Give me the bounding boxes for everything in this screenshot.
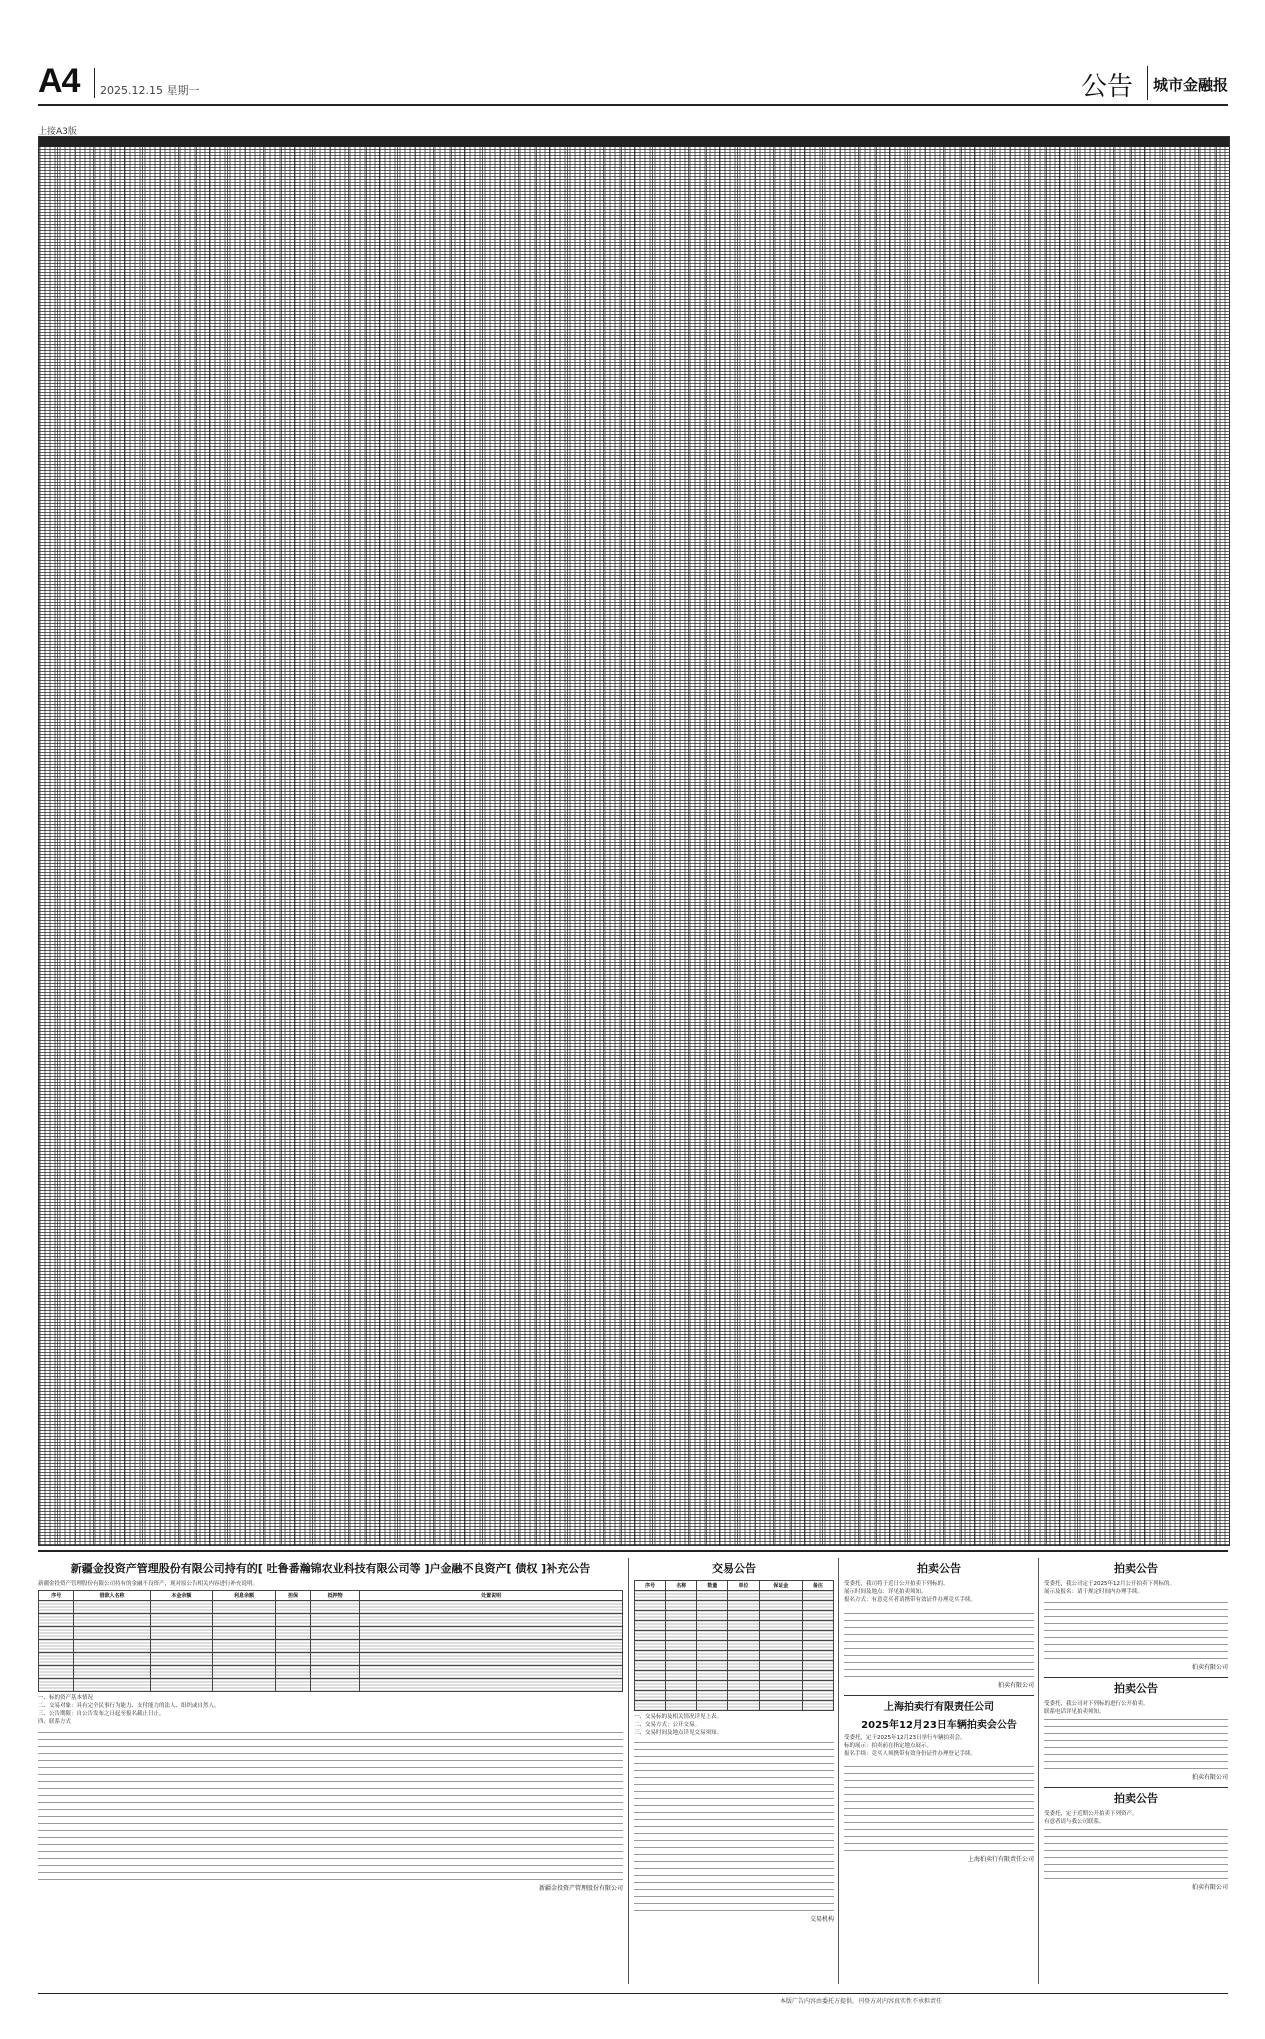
column-separator (838, 1558, 839, 1984)
table-row (635, 1631, 834, 1641)
table-row (39, 1627, 623, 1640)
table-column-header (719, 137, 804, 147)
table-header: 借款人名称 (74, 1591, 150, 1601)
table-column (294, 137, 380, 1545)
table-row (635, 1601, 834, 1611)
notice-auction-3-para: 联系电话详见拍卖须知。 (1044, 1709, 1105, 1715)
table-column-rows (39, 137, 124, 1545)
notice-auction-1-body-lines (844, 1607, 1034, 1677)
masthead-divider (94, 68, 95, 98)
page-footer-note: 本版广告内容由委托方提供，刊登方对内容真实性不承担责任 (780, 1998, 943, 2005)
table-header: 备注 (802, 1581, 833, 1591)
notice-trade-para: 三、交易时间及地点详见交易须知。 (634, 1730, 723, 1736)
table-column-header (464, 137, 549, 147)
table-column (889, 137, 975, 1545)
column-separator (628, 1558, 629, 1984)
table-column-header (889, 137, 974, 147)
notice-bank-company: 上海拍卖行有限责任公司 (884, 1702, 994, 1713)
table-column (379, 137, 465, 1545)
notice-trade (634, 1558, 834, 1984)
table-column (39, 137, 125, 1545)
table-column (804, 137, 890, 1545)
table-column (1144, 137, 1230, 1545)
table-column-header (294, 137, 379, 147)
table-row (635, 1691, 834, 1701)
table-column-rows (294, 137, 379, 1545)
table-column-header (1144, 137, 1229, 147)
table-header: 单位 (728, 1581, 759, 1591)
notice-main-signature: 新疆金投资产管理股份有限公司 (538, 1885, 623, 1892)
newspaper-name: 城市金融报 (1152, 76, 1228, 94)
notice-bank-signature: 上海拍卖行有限责任公司 (967, 1856, 1034, 1863)
table-column-header (549, 137, 634, 147)
table-column (124, 137, 210, 1545)
continued-note: 上接A3版 (38, 127, 77, 137)
table-header: 处置说明 (360, 1591, 623, 1601)
table-row (635, 1591, 834, 1601)
notice-trade-para: 二、交易方式：公开交易。 (634, 1722, 701, 1728)
table-column-rows (974, 137, 1059, 1545)
divider (1044, 1787, 1228, 1788)
notice-trade-title: 交易公告 (712, 1562, 756, 1575)
notice-auction-4-para: 受委托，定于近期公开拍卖下列资产。 (1044, 1811, 1138, 1817)
table-column-rows (379, 137, 464, 1545)
table-column-rows (719, 137, 804, 1545)
notice-auction-4-signature: 拍卖有限公司 (1191, 1884, 1228, 1891)
notice-auction-1-para: 报名方式：有意竞买者请携带有效证件办理竞买手续。 (844, 1597, 977, 1603)
table-row (635, 1641, 834, 1651)
table-header: 抵押物 (311, 1591, 360, 1601)
masthead (38, 58, 1228, 106)
table-row (39, 1679, 623, 1692)
notice-auction-1 (844, 1558, 1034, 1984)
table-column-rows (124, 137, 209, 1545)
table-row (39, 1640, 623, 1653)
notice-bank-para: 受委托，定于2025年12月23日举行车辆拍卖会。 (844, 1735, 966, 1741)
table-row (39, 1666, 623, 1679)
notice-main-intro: 新疆金投资产管理股份有限公司持有的金融不良资产，现对原公告相关内容进行补充说明。 (38, 1581, 259, 1587)
notice-auction-2-para: 受委托，我公司定于2025年12月公开拍卖下列标的。 (1044, 1581, 1175, 1587)
notice-main-para: 一、标的资产基本情况 (38, 1695, 94, 1701)
issue-date: 2025.12.15 星期一 (100, 84, 200, 97)
table-column-rows (1059, 137, 1144, 1545)
notice-auction-3-para: 受委托，我公司对下列标的进行公开拍卖。 (1044, 1701, 1149, 1707)
notice-auction-2-para: 展示及报名：请于规定时间内办理手续。 (1044, 1589, 1144, 1595)
table-row (635, 1701, 834, 1711)
notice-auction-4-body-lines (1044, 1829, 1228, 1879)
table-column-header (804, 137, 889, 147)
notice-main-para: 二、交易对象：具有完全民事行为能力、支付能力的法人、组织或自然人。 (38, 1703, 220, 1709)
table-header: 序号 (39, 1591, 74, 1601)
table-column-header (379, 137, 464, 147)
table-header: 保证金 (759, 1581, 802, 1591)
table-header: 名称 (666, 1581, 697, 1591)
notice-trade-body-lines (634, 1741, 834, 1911)
table-row (39, 1601, 623, 1614)
notice-auction-3-signature: 拍卖有限公司 (1191, 1774, 1228, 1781)
table-column (464, 137, 550, 1545)
table-column-rows (209, 137, 294, 1545)
divider (1044, 1677, 1228, 1678)
notice-auction-4-title: 拍卖公告 (1114, 1792, 1158, 1805)
table-header: 利息余额 (213, 1591, 276, 1601)
notice-auction-3-title: 拍卖公告 (1114, 1682, 1158, 1695)
table-row (635, 1651, 834, 1661)
table-column (974, 137, 1060, 1545)
table-column-rows (549, 137, 634, 1545)
notice-auction-column (1044, 1558, 1228, 1984)
divider (844, 1695, 1034, 1696)
masthead-divider-right (1147, 66, 1148, 100)
table-column-rows (1144, 137, 1229, 1545)
notice-main-title: 新疆金投资产管理股份有限公司持有的[ 吐鲁番瀚锦农业科技有限公司等 ]户金融不良资产[ 债权 ]补充公告 (70, 1562, 591, 1575)
notice-bank-body-lines (844, 1761, 1034, 1851)
table-row (635, 1671, 834, 1681)
table-column-header (1059, 137, 1144, 147)
table-row (635, 1621, 834, 1631)
notice-auction-3-body-lines (1044, 1719, 1228, 1769)
notice-bank-title: 2025年12月23日车辆拍卖会公告 (861, 1720, 1017, 1731)
table-row (39, 1614, 623, 1627)
notice-main-para: 四、联系方式 (38, 1719, 72, 1725)
table-column-rows (634, 137, 719, 1545)
notice-auction-1-title: 拍卖公告 (917, 1562, 961, 1575)
table-column-rows (889, 137, 974, 1545)
notice-main-table (38, 1590, 623, 1692)
table-column (1059, 137, 1145, 1545)
notice-auction-2-body-lines (1044, 1599, 1228, 1659)
table-header: 数量 (697, 1581, 728, 1591)
table-column (549, 137, 635, 1545)
dense-asset-table (38, 136, 1230, 1546)
table-column-header (39, 137, 124, 147)
notice-auction-2-signature: 拍卖有限公司 (1191, 1664, 1228, 1671)
table-column-header (124, 137, 209, 147)
notice-auction-2-title: 拍卖公告 (1114, 1562, 1158, 1575)
notice-auction-1-para: 受委托，我司将于近日公开拍卖下列标的。 (844, 1581, 949, 1587)
table-column (719, 137, 805, 1545)
table-column-rows (464, 137, 549, 1545)
table-column-header (974, 137, 1059, 147)
notice-main (38, 1558, 623, 1984)
notice-trade-table (634, 1580, 834, 1711)
table-row (39, 1653, 623, 1666)
table-column-header (634, 137, 719, 147)
table-column (634, 137, 720, 1545)
section-title: 公告 (1080, 72, 1133, 102)
table-header: 担保 (275, 1591, 310, 1601)
notice-trade-signature: 交易机构 (809, 1916, 834, 1923)
notice-auction-1-signature: 拍卖有限公司 (997, 1682, 1034, 1689)
notice-auction-1-para: 展示时间及地点：详见拍卖须知。 (844, 1589, 927, 1595)
notice-bank-para: 标的展示：拍卖前在指定地点展示。 (844, 1743, 933, 1749)
table-header: 序号 (635, 1581, 666, 1591)
table-column (209, 137, 295, 1545)
table-column-header (209, 137, 294, 147)
bottom-notices (38, 1550, 1228, 1992)
notice-main-body-lines (38, 1730, 623, 1880)
column-separator (1038, 1558, 1039, 1984)
page-number: A4 (38, 62, 80, 100)
table-row (635, 1681, 834, 1691)
table-header: 本金余额 (150, 1591, 213, 1601)
table-row (635, 1661, 834, 1671)
notice-auction-4-para: 有意者请与我公司联系。 (1044, 1819, 1105, 1825)
table-column-rows (804, 137, 889, 1545)
notice-bank-para: 报名手续：竞买人须携带有效身份证件办理登记手续。 (844, 1751, 977, 1757)
page-footer-rule (38, 1993, 1228, 1994)
notice-main-para: 三、公告期限：自公告发布之日起至报名截止日止。 (38, 1711, 165, 1717)
notice-trade-para: 一、交易标的及相关情况详见上表。 (634, 1714, 723, 1720)
table-row (635, 1611, 834, 1621)
